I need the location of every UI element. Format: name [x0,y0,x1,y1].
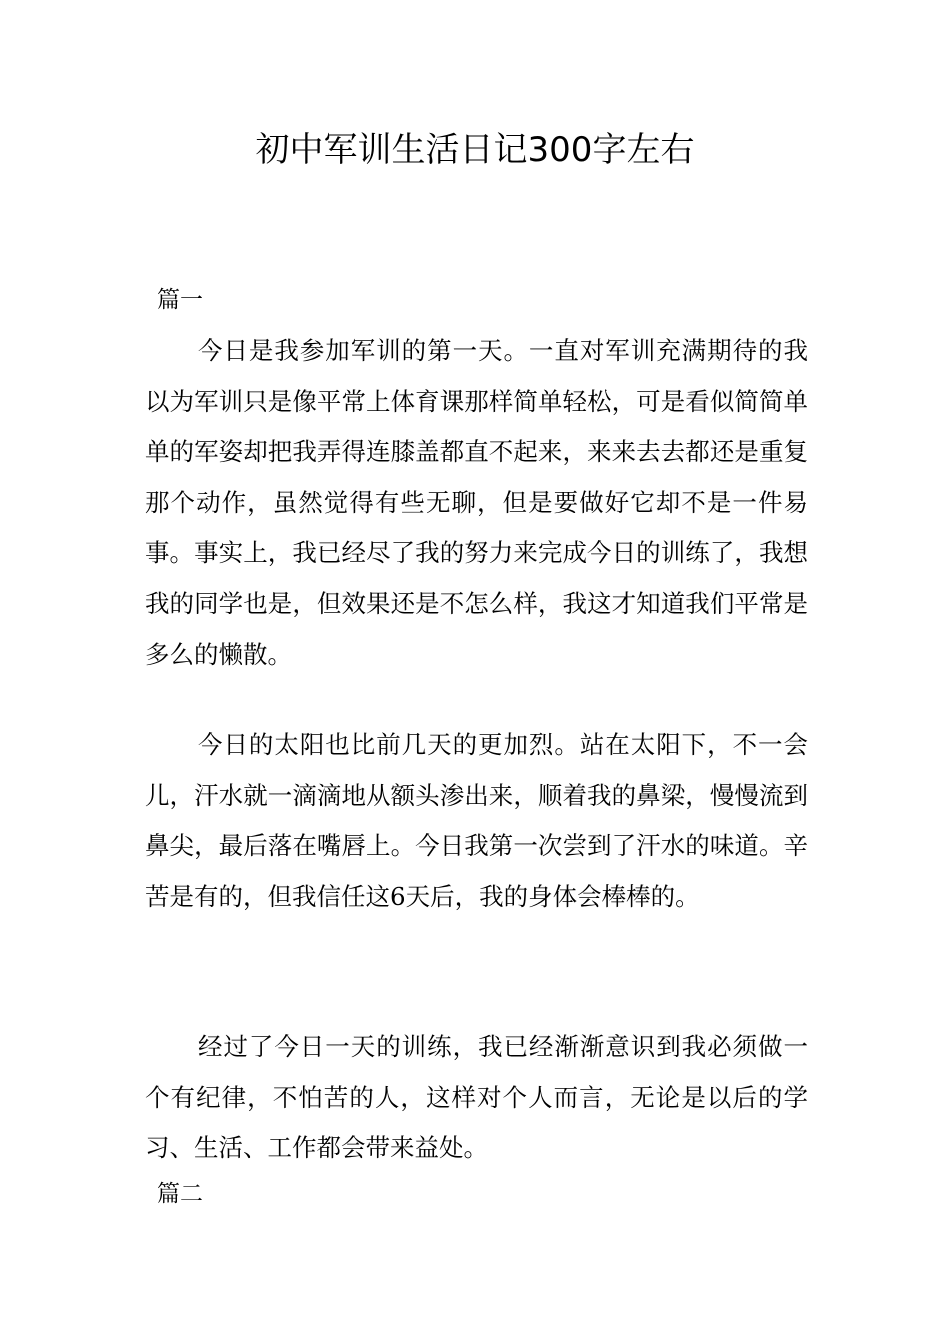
paragraph-1: 今日是我参加军训的第一天。一直对军训充满期待的我以为军训只是像平常上体育课那样简单轻松，可是看似简简单单的军姿却把我弄得连膝盖都直不起来，来来去去都还是重复那个动作，虽然觉得有些无聊，但是要做好它却不是一件易事。事实上，我已经尽了我的努力来完成今日的训练了，我想我的同学也是，但效果还是不怎么样，我这才知道我们平常是多么的懒散。 [145,336,808,669]
section-heading-1: 篇一 [157,287,203,313]
paragraph-3: 经过了今日一天的训练，我已经渐渐意识到我必须做一个有纪律，不怕苦的人，这样对个人而言，无论是以后的学习、生活、工作都会带来益处。 [145,1032,808,1163]
section-heading-2: 篇二 [157,1181,203,1207]
paragraph-2: 今日的太阳也比前几天的更加烈。站在太阳下，不一会儿，汗水就一滴滴地从额头渗出来，顺着我的鼻梁，慢慢流到鼻尖，最后落在嘴唇上。今日我第一次尝到了汗水的味道。辛苦是有的，但我信任这6天后，我的身体会棒棒的。 [145,730,808,911]
document-title: 初中军训生活日记300字左右 [255,130,695,170]
